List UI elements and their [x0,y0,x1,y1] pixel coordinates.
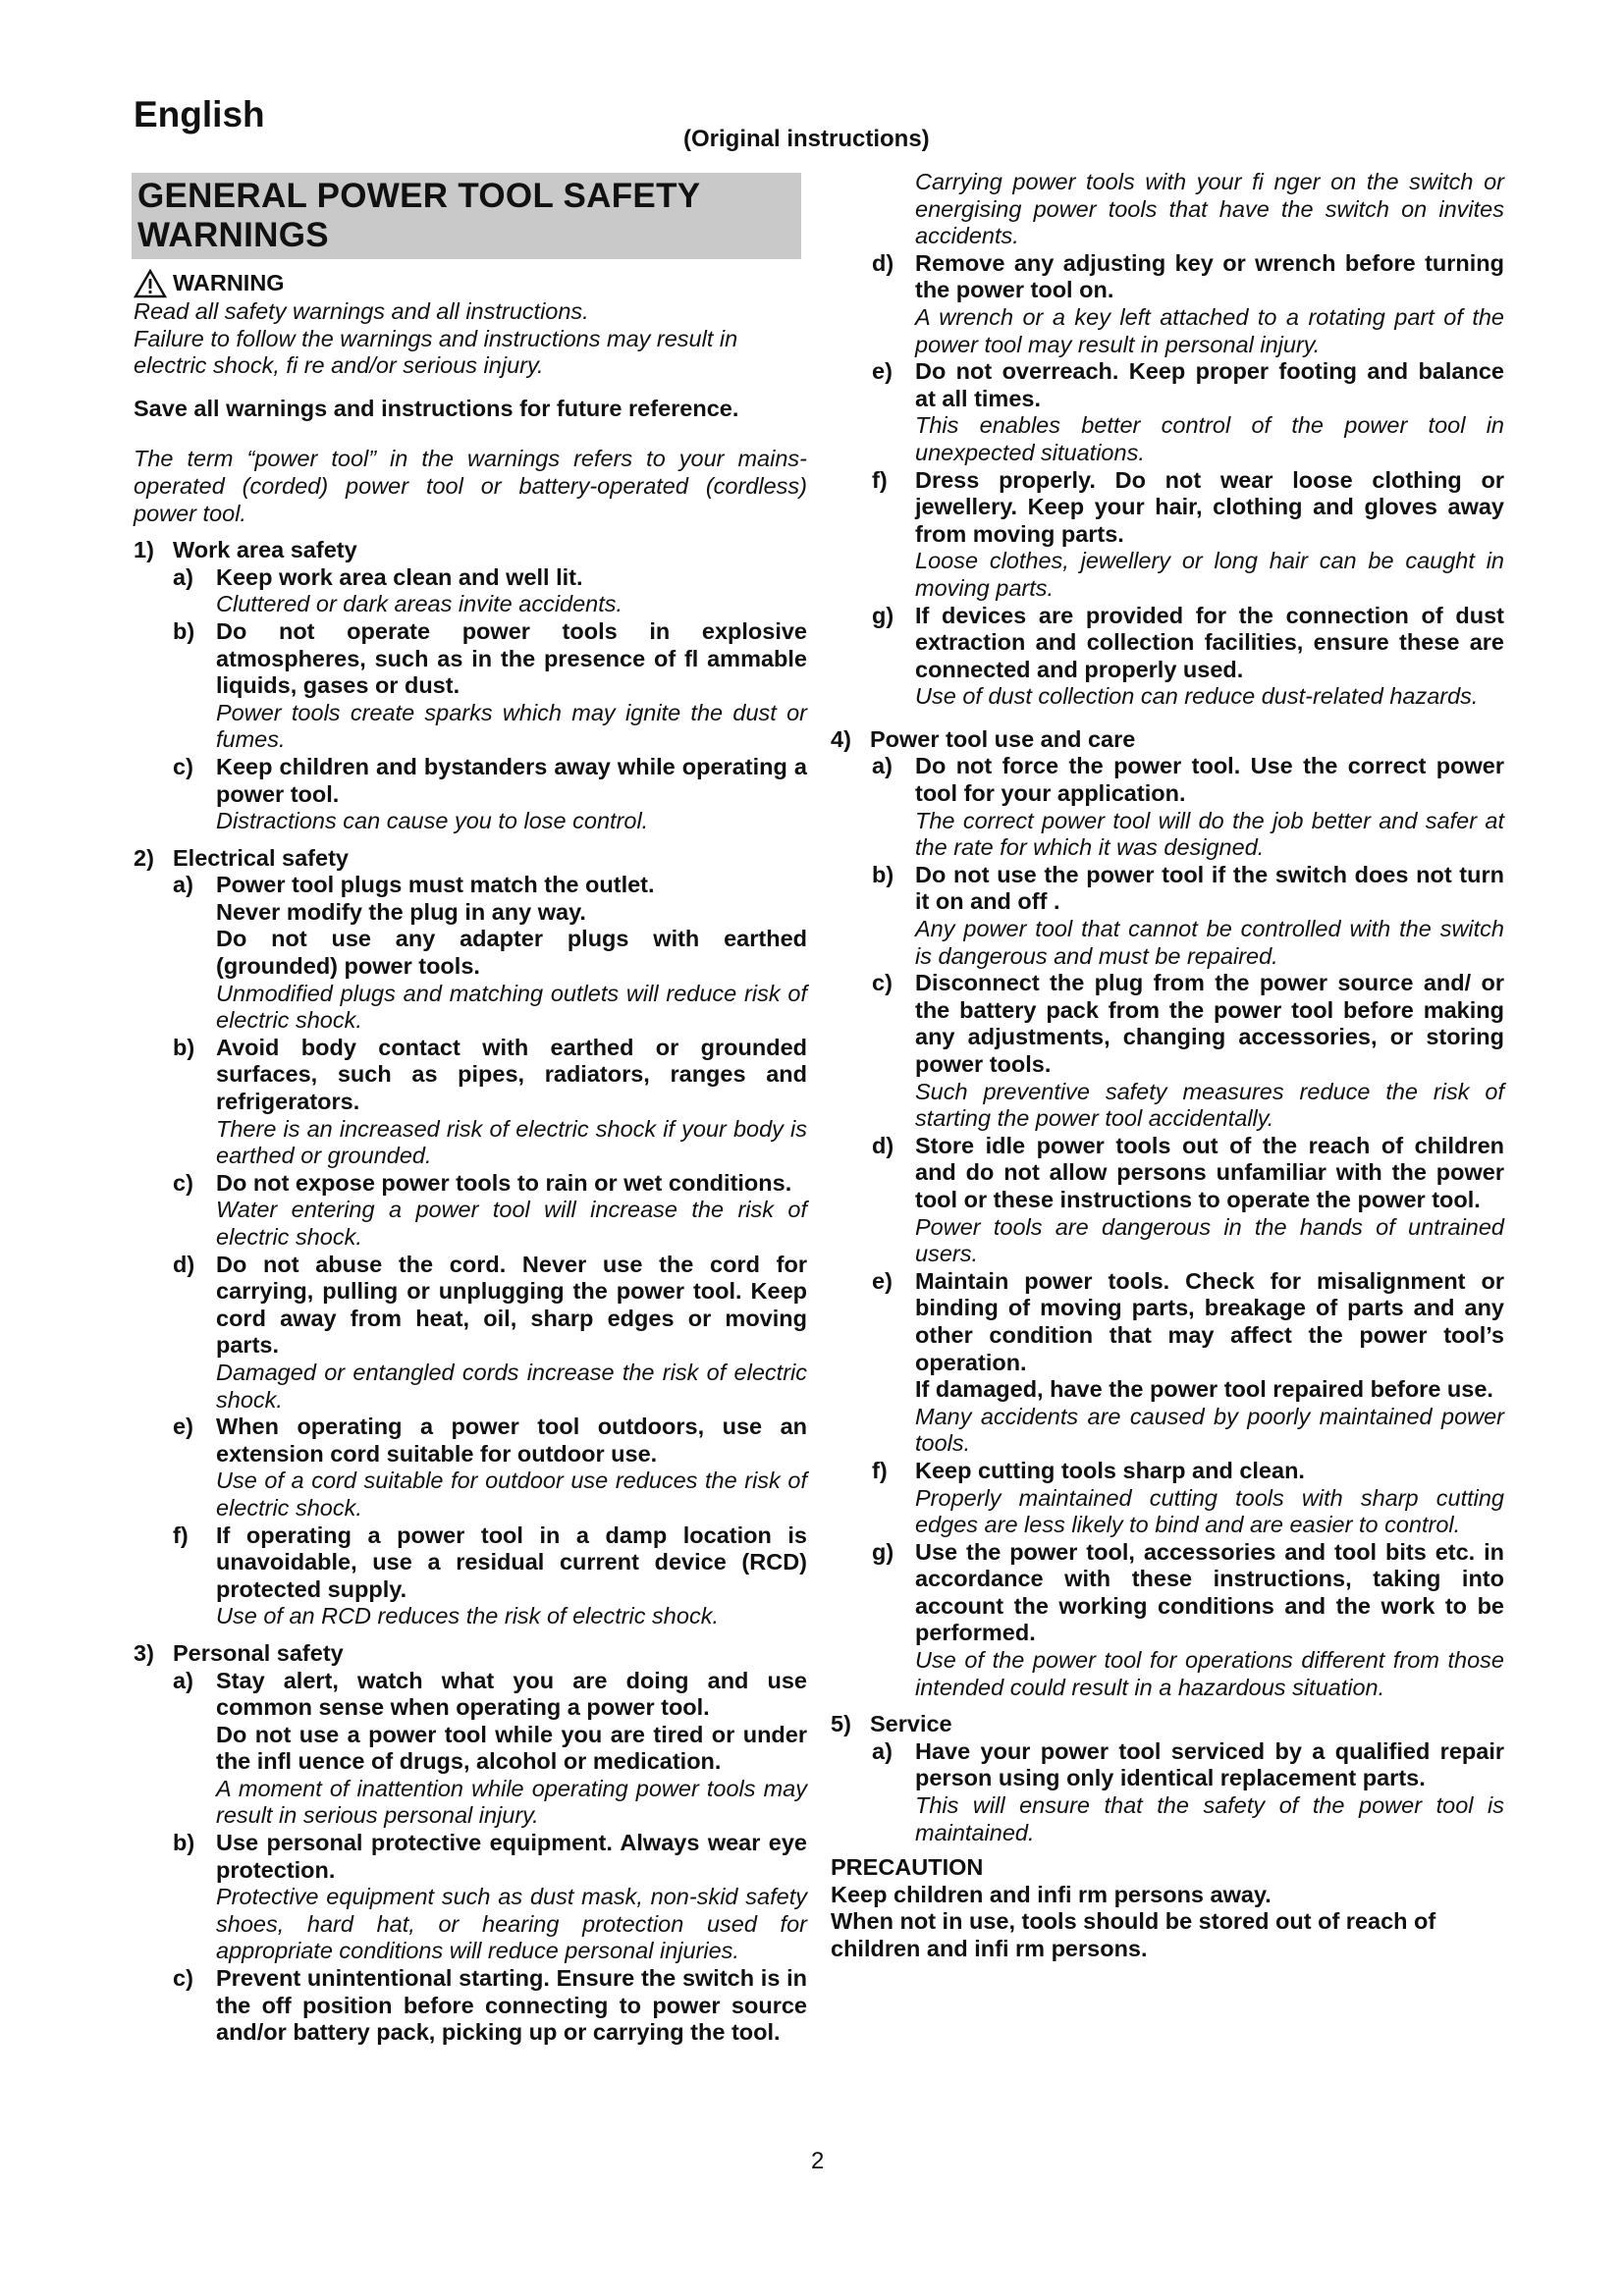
item-note: Water entering a power tool will increase the risk of electric shock. [216,1197,807,1250]
list-item [134,1830,807,1884]
section-title: Work area safety [173,537,357,563]
item-letter: b) [872,861,894,887]
item-letter: a) [173,872,193,898]
page-title [132,173,801,259]
item-text: Prevent unintentional starting. Ensure the switch is in the off position before connecting to power source and/or battery pack, picking up or carrying the tool. [216,1965,807,2046]
item-text: Do not force the power tool. Use the correct power tool for your application. [915,753,1504,807]
section-title: Service [870,1711,952,1737]
item-letter: a) [872,1737,893,1764]
item-letter: a) [173,563,193,590]
left-column [134,265,807,2047]
item-text: Use personal protective equipment. Always wear eye protection. [216,1830,807,1883]
section-number: 2) [134,844,154,871]
item-text: Keep cutting tools sharp and clean. [915,1457,1305,1483]
list-item [831,467,1504,549]
item-note: Carrying power tools with your fi nger on the switch or energising power tools that have the switch on invites accidents. [915,169,1504,249]
item-subtext: Never modify the plug in any way. [216,898,586,925]
item-letter: f) [872,466,888,493]
item-note: Unmodified plugs and matching outlets will reduce risk of electric shock. [216,980,807,1034]
item-text: Have your power tool serviced by a qualified repair person using only identical replacement parts. [915,1737,1504,1791]
item-text: Keep work area clean and well lit. [216,563,583,590]
list-item [831,1738,1504,1792]
item-text: Do not abuse the cord. Never use the cord for carrying, pulling or unplugging the power tool. Keep cord away from heat, oil, sharp edges or moving parts. [216,1251,807,1359]
item-note: Use of the power tool for operations different from those intended could result in a hazardous situation. [915,1647,1504,1700]
item-letter: a) [173,1667,193,1693]
item-text: If operating a power tool in a damp location is unavoidable, use a residual current device (RCD) protected supply. [216,1522,807,1602]
item-letter: d) [872,1132,894,1158]
list-item [831,250,1504,304]
list-item [134,618,807,700]
item-letter: c) [173,1169,193,1196]
item-text: Stay alert, watch what you are doing and use common sense when operating a power tool. [216,1667,807,1721]
list-item [831,753,1504,807]
section-electrical-safety [134,845,807,873]
right-column [831,169,1504,1963]
section-number: 4) [831,725,851,752]
page-number: 2 [811,2148,825,2174]
save-warnings-text: Save all warnings and instructions for future reference. [134,395,739,421]
item-letter: e) [872,1267,893,1294]
list-item [134,1035,807,1116]
precaution-heading: PRECAUTION [831,1854,984,1881]
item-text: Disconnect the plug from the power source and/ or the battery pack from the power tool before making any adjustments, changing accessories, or storing power tools. [915,970,1504,1077]
item-letter: e) [173,1414,193,1440]
warning-heading [134,269,807,298]
list-item [134,872,807,899]
item-note: There is an increased risk of electric shock if your body is earthed or grounded. [216,1115,807,1169]
item-note: Damaged or entangled cords increase the risk of electric shock. [216,1359,807,1413]
item-letter: d) [872,249,894,276]
section-power-tool-use-and-care [831,726,1504,754]
list-item [831,603,1504,684]
warning-triangle-icon [134,269,167,298]
item-text: Power tool plugs must match the outlet. [216,872,655,898]
item-subtext: If damaged, have the power tool repaired before use. [915,1376,1493,1403]
item-letter: a) [872,753,893,779]
list-item [134,564,807,592]
item-text: Store idle power tools out of the reach of children and do not allow persons unfamiliar with the power tool or these instructions to operate the power tool. [915,1132,1504,1212]
item-letter: b) [173,617,195,644]
item-letter: g) [872,1538,894,1565]
list-item [134,754,807,808]
list-item [831,1268,1504,1376]
page-title-line-1: GENERAL POWER TOOL SAFETY [137,177,701,215]
item-note: Loose clothes, jewellery or long hair can be caught in moving parts. [915,548,1504,601]
list-item [831,1539,1504,1647]
list-item [134,1252,807,1360]
item-note: A wrench or a key left attached to a rotating part of the power tool may result in personal injury. [915,303,1504,357]
item-text: Remove any adjusting key or wrench before turning the power tool on. [915,249,1504,303]
item-note: Many accidents are caused by poorly maintained power tools. [915,1403,1504,1457]
page-title-line-2: WARNINGS [137,216,329,254]
list-item [134,1965,807,2047]
list-item [831,1133,1504,1214]
precaution-line-2: When not in use, tools should be stored out of reach of children and infi rm persons. [831,1908,1436,1961]
item-letter: c) [173,753,193,779]
item-letter: c) [173,1965,193,1992]
section-title: Power tool use and care [870,725,1136,752]
item-note: Such preventive safety measures reduce the risk of starting the power tool accidentally. [915,1078,1504,1132]
section-number: 1) [134,537,154,563]
item-note: Protective equipment such as dust mask, non-skid safety shoes, hard hat, or hearing protection used for appropriate conditions will reduce personal injuries. [216,1884,807,1964]
list-item [831,862,1504,916]
section-number: 3) [134,1639,154,1666]
item-note: Distractions can cause you to lose control. [216,808,649,834]
section-service [831,1711,1504,1738]
item-note: The correct power tool will do the job better and safer at the rate for which it was designed. [915,807,1504,861]
item-note: A moment of inattention while operating power tools may result in serious personal injury. [216,1775,807,1829]
item-note: Use of dust collection can reduce dust-related hazards. [915,683,1479,710]
language-label: English [134,94,265,134]
item-letter: g) [872,602,894,628]
item-note: Use of an RCD reduces the risk of electric shock. [216,1603,719,1629]
item-subtext: Do not use a power tool while you are tired or under the infl uence of drugs, alcohol or medication. [216,1721,807,1775]
original-instructions-label: (Original instructions) [683,126,930,152]
item-text: Do not operate power tools in explosive atmospheres, such as in the presence of fl ammable liquids, gases or dust. [216,617,807,699]
section-personal-safety [134,1640,807,1668]
item-note: This enables better control of the power tool in unexpected situations. [915,412,1504,465]
item-letter: b) [173,1830,195,1856]
item-letter: f) [173,1522,189,1548]
item-letter: b) [173,1034,195,1060]
list-item [831,358,1504,412]
item-subtext: Do not use any adapter plugs with earthed (grounded) power tools. [216,926,807,980]
section-title: Electrical safety [173,844,349,871]
item-text: Use the power tool, accessories and tool bits etc. in accordance with these instructions, taking into account the working conditions and the work to be performed. [915,1538,1504,1646]
section-title: Personal safety [173,1639,344,1666]
precaution-line-1: Keep children and infi rm persons away. [831,1881,1272,1907]
item-note: This will ensure that the safety of the power tool is maintained. [915,1792,1504,1845]
power-tool-term-text: The term “power tool” in the warnings refers to your mains-operated (corded) power tool or battery-operated (cordless) power tool. [134,446,807,526]
item-text: Maintain power tools. Check for misalignment or binding of moving parts, breakage of parts and any other condition that may affect the power tool’s operation. [915,1267,1504,1375]
item-note: Power tools create sparks which may ignite the dust or fumes. [216,699,807,753]
item-letter: f) [872,1457,888,1483]
item-text: When operating a power tool outdoors, use an extension cord suitable for outdoor use. [216,1414,807,1467]
item-note: Properly maintained cutting tools with sharp cutting edges are less likely to bind and are easier to control. [915,1484,1504,1538]
item-text: Avoid body contact with earthed or grounded surfaces, such as pipes, radiators, ranges and refrigerators. [216,1034,807,1115]
item-letter: e) [872,358,893,385]
item-note: Any power tool that cannot be controlled with the switch is dangerous and must be repaired. [915,916,1504,969]
item-note: Use of a cord suitable for outdoor use reduces the risk of electric shock. [216,1468,807,1521]
item-letter: c) [872,970,893,996]
item-text: Do not expose power tools to rain or wet conditions. [216,1169,792,1196]
list-item [831,970,1504,1078]
section-work-area-safety [134,537,807,564]
list-item [134,1668,807,1722]
warning-failure-text: Failure to follow the warnings and instructions may result in electric shock, fi re and/or serious injury. [134,325,738,379]
item-text: Do not use the power tool if the switch does not turn it on and off . [915,861,1504,915]
item-note: Power tools are dangerous in the hands of untrained users. [915,1213,1504,1267]
list-item [134,1170,807,1198]
item-text: Do not overreach. Keep proper footing and balance at all times. [915,358,1504,411]
item-text: If devices are provided for the connection of dust extraction and collection facilities, ensure these are connected and properly used. [915,602,1504,682]
warning-read-text: Read all safety warnings and all instructions. [134,298,589,324]
list-item [134,1414,807,1468]
item-text: Dress properly. Do not wear loose clothing or jewellery. Keep your hair, clothing and gloves away from moving parts. [915,466,1504,547]
item-letter: d) [173,1251,195,1277]
item-text: Keep children and bystanders away while operating a power tool. [216,753,807,807]
item-note: Cluttered or dark areas invite accidents. [216,591,623,617]
list-item [831,1458,1504,1485]
list-item [134,1522,807,1604]
section-number: 5) [831,1711,851,1737]
warning-label: WARNING [173,270,285,296]
